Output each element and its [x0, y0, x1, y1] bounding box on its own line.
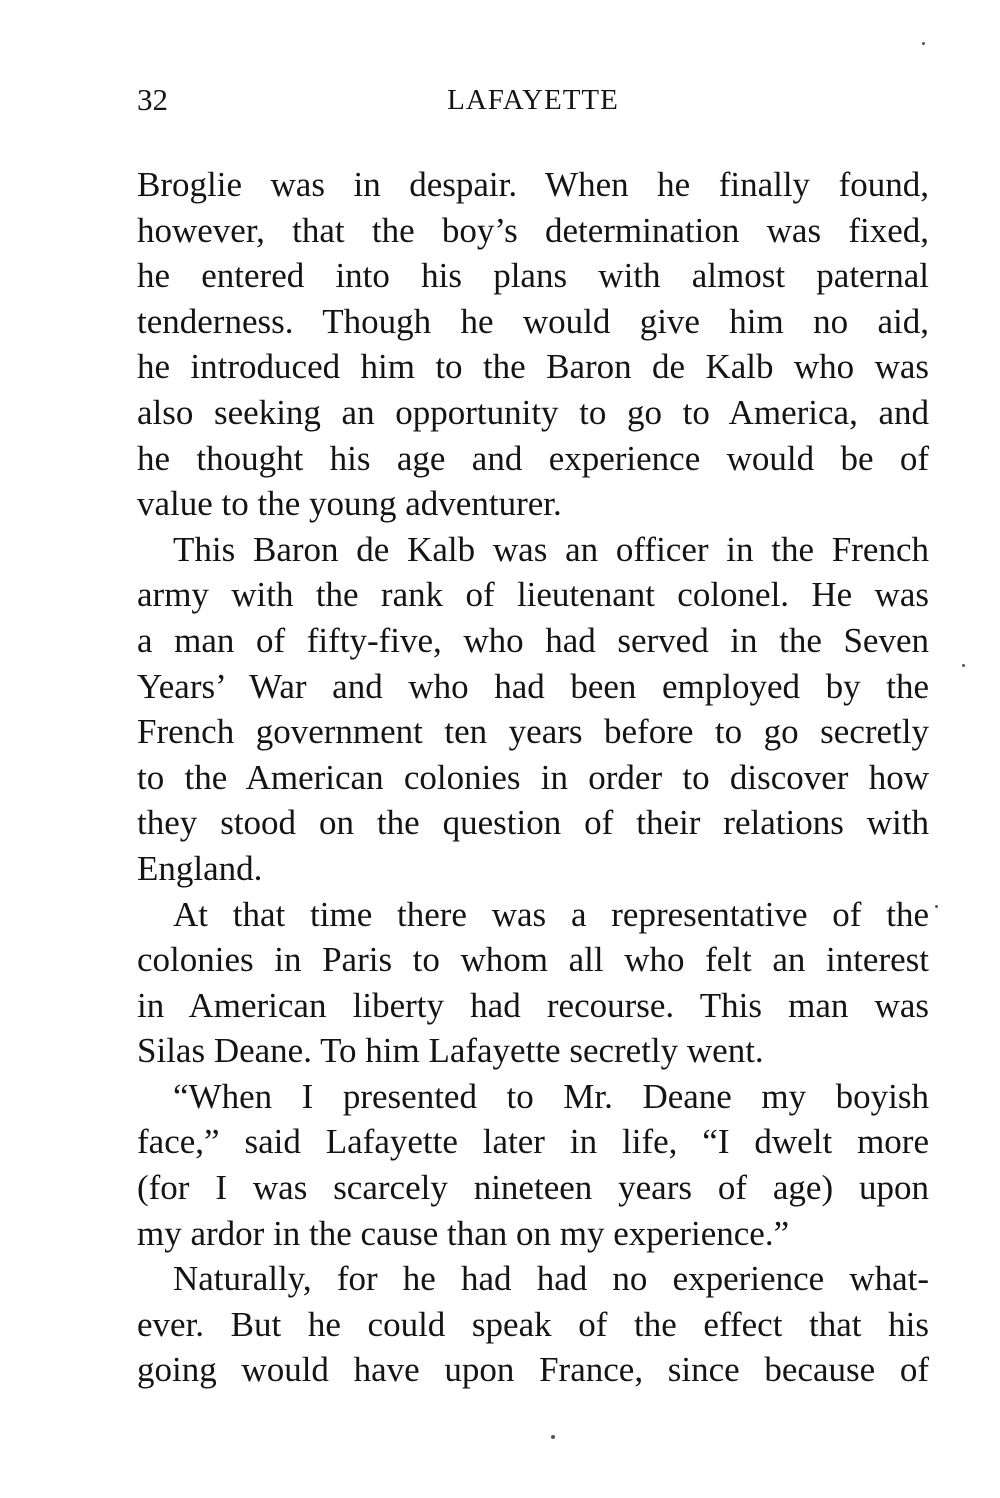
text-line: to the American colonies in order to discover how [137, 757, 929, 797]
text-line: he thought his age and experience would be of [137, 438, 929, 478]
text-line: Naturally, for he had had no experience what- [173, 1259, 929, 1299]
text-line: England. [137, 848, 263, 888]
text-line: they stood on the question of their relations with [137, 803, 929, 843]
text-line: Silas Deane. To him Lafayette secretly went. [137, 1031, 764, 1071]
scan-speck [962, 664, 965, 667]
page-header [137, 78, 929, 122]
text-line: “When I presented to Mr. Deane my boyish [173, 1076, 929, 1116]
text-line: tenderness. Though he would give him no aid, [137, 301, 929, 341]
text-line: At that time there was a representative of the [173, 894, 929, 934]
text-line: he introduced him to the Baron de Kalb who was [137, 347, 929, 387]
text-line: also seeking an opportunity to go to America, and [137, 392, 929, 432]
text-line: in American liberty had recourse. This man was [137, 985, 929, 1025]
paragraph-3 [137, 892, 929, 1074]
page-number: 32 [137, 82, 168, 117]
text-line: value to the young adventurer. [137, 484, 562, 524]
scan-speck [935, 905, 938, 908]
text-line: Broglie was in despair. When he finally found, [137, 165, 929, 204]
text-line: Years’ War and who had been employed by the [137, 666, 929, 706]
text-line: face,” said Lafayette later in life, “I dwelt more [137, 1122, 929, 1162]
text-line: going would have upon France, since because of [137, 1350, 929, 1390]
paragraph-4 [137, 1074, 929, 1256]
paragraph-2 [137, 527, 929, 892]
paragraph-5 [137, 1256, 929, 1393]
text-line: This Baron de Kalb was an officer in the French [173, 529, 929, 569]
body-text [137, 162, 929, 1393]
text-line: (for I was scarcely nineteen years of age) upon [137, 1168, 929, 1208]
running-head: LAFAYETTE [447, 84, 619, 116]
text-line: French government ten years before to go secretly [137, 712, 929, 752]
scan-speck [551, 1435, 555, 1439]
text-line: colonies in Paris to whom all who felt an interest [137, 940, 929, 980]
scan-speck [922, 42, 925, 45]
text-line: army with the rank of lieutenant colonel. He was [137, 575, 929, 615]
text-line: my ardor in the cause than on my experience.” [137, 1213, 790, 1253]
text-line: a man of fifty-five, who had served in the Seven [137, 620, 929, 660]
text-line: he entered into his plans with almost paternal [137, 256, 929, 296]
paragraph-1 [137, 162, 929, 527]
text-line: ever. But he could speak of the effect that his [137, 1304, 929, 1344]
text-line: however, that the boy’s determination was fixed, [137, 210, 929, 250]
